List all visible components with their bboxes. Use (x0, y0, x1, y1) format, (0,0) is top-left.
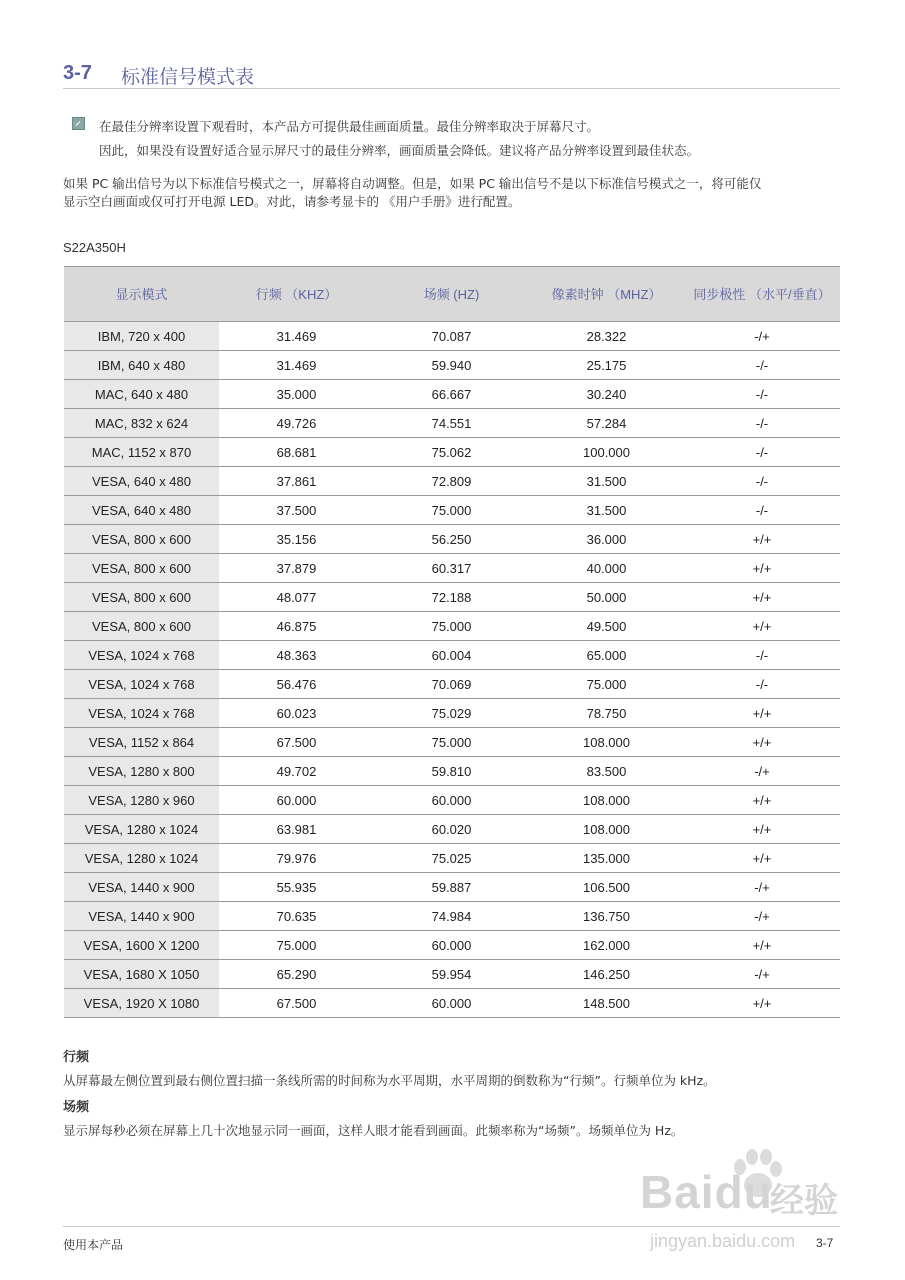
cell-sync-polarity: +/+ (684, 786, 840, 815)
signal-mode-table (64, 266, 840, 1018)
cell-display-mode: VESA, 1440 x 900 (64, 873, 219, 902)
table-row (64, 931, 840, 960)
cell-horizontal-frequency: 35.156 (219, 525, 374, 554)
cell-vertical-frequency: 75.025 (374, 844, 529, 873)
footer-chapter: 使用本产品 (63, 1238, 124, 1252)
intro-paragraph-line-1: 如果 PC 输出信号为以下标准信号模式之一，屏幕将自动调整。但是，如果 PC 输出信号不是以下标准信号模式之一，将可能仅 (63, 176, 762, 191)
cell-vertical-frequency: 56.250 (374, 525, 529, 554)
cell-display-mode: VESA, 800 x 600 (64, 583, 219, 612)
cell-display-mode: VESA, 1920 X 1080 (64, 989, 219, 1018)
cell-display-mode: MAC, 640 x 480 (64, 380, 219, 409)
table-row (64, 989, 840, 1018)
cell-vertical-frequency: 60.000 (374, 786, 529, 815)
table-row (64, 641, 840, 670)
cell-pixel-clock: 31.500 (529, 467, 684, 496)
cell-pixel-clock: 106.500 (529, 873, 684, 902)
definition-title-vertical: 场频 (63, 1100, 90, 1115)
table-row (64, 844, 840, 873)
cell-horizontal-frequency: 60.023 (219, 699, 374, 728)
cell-display-mode: VESA, 800 x 600 (64, 554, 219, 583)
cell-pixel-clock: 135.000 (529, 844, 684, 873)
cell-sync-polarity: +/+ (684, 728, 840, 757)
cell-sync-polarity: -/+ (684, 322, 840, 351)
watermark-brand-cn: 经验 (770, 1181, 838, 1221)
cell-horizontal-frequency: 79.976 (219, 844, 374, 873)
table-row (64, 786, 840, 815)
table-row (64, 815, 840, 844)
cell-display-mode: VESA, 800 x 600 (64, 612, 219, 641)
table-row (64, 873, 840, 902)
table-row (64, 380, 840, 409)
cell-sync-polarity: -/+ (684, 873, 840, 902)
cell-display-mode: MAC, 832 x 624 (64, 409, 219, 438)
cell-vertical-frequency: 70.087 (374, 322, 529, 351)
cell-vertical-frequency: 60.000 (374, 931, 529, 960)
table-row (64, 322, 840, 351)
section-number: 3-7 (63, 62, 92, 84)
intro-paragraph-line-2: 显示空白画面或仅可打开电源 LED。对此，请参考显卡的 《用户手册》进行配置。 (63, 194, 521, 209)
cell-pixel-clock: 28.322 (529, 322, 684, 351)
table-row (64, 728, 840, 757)
header-pixel-clock: 像素时钟 （MHZ） (529, 267, 684, 322)
model-name: S22A350H (63, 240, 126, 255)
cell-horizontal-frequency: 37.500 (219, 496, 374, 525)
header-vertical-frequency: 场频 (HZ) (374, 267, 529, 322)
definition-text-vertical: 显示屏每秒必须在屏幕上几十次地显示同一画面，这样人眼才能看到画面。此频率称为“场频”。场频单位为 Hz。 (63, 1123, 684, 1138)
cell-sync-polarity: +/+ (684, 931, 840, 960)
cell-sync-polarity: -/- (684, 380, 840, 409)
cell-sync-polarity: +/+ (684, 554, 840, 583)
cell-pixel-clock: 108.000 (529, 728, 684, 757)
cell-pixel-clock: 36.000 (529, 525, 684, 554)
table-row (64, 525, 840, 554)
cell-pixel-clock: 146.250 (529, 960, 684, 989)
header-horizontal-frequency: 行频 （KHZ） (219, 267, 374, 322)
table-row (64, 467, 840, 496)
cell-pixel-clock: 100.000 (529, 438, 684, 467)
cell-sync-polarity: +/+ (684, 815, 840, 844)
cell-horizontal-frequency: 37.861 (219, 467, 374, 496)
cell-display-mode: VESA, 1024 x 768 (64, 641, 219, 670)
cell-vertical-frequency: 75.062 (374, 438, 529, 467)
cell-pixel-clock: 136.750 (529, 902, 684, 931)
cell-vertical-frequency: 72.809 (374, 467, 529, 496)
cell-pixel-clock: 148.500 (529, 989, 684, 1018)
table-row (64, 960, 840, 989)
cell-display-mode: VESA, 1024 x 768 (64, 699, 219, 728)
section-header (63, 60, 840, 89)
note-icon (72, 117, 85, 130)
cell-sync-polarity: +/+ (684, 699, 840, 728)
cell-sync-polarity: +/+ (684, 583, 840, 612)
cell-pixel-clock: 75.000 (529, 670, 684, 699)
cell-horizontal-frequency: 37.879 (219, 554, 374, 583)
cell-sync-polarity: -/- (684, 438, 840, 467)
cell-vertical-frequency: 75.000 (374, 728, 529, 757)
table-row (64, 699, 840, 728)
cell-horizontal-frequency: 63.981 (219, 815, 374, 844)
cell-display-mode: VESA, 640 x 480 (64, 467, 219, 496)
cell-horizontal-frequency: 67.500 (219, 989, 374, 1018)
table-row (64, 612, 840, 641)
cell-display-mode: VESA, 1280 x 960 (64, 786, 219, 815)
cell-horizontal-frequency: 48.363 (219, 641, 374, 670)
cell-sync-polarity: +/+ (684, 989, 840, 1018)
cell-horizontal-frequency: 31.469 (219, 322, 374, 351)
cell-pixel-clock: 31.500 (529, 496, 684, 525)
cell-pixel-clock: 162.000 (529, 931, 684, 960)
cell-horizontal-frequency: 65.290 (219, 960, 374, 989)
header-display-mode: 显示模式 (64, 267, 219, 322)
cell-pixel-clock: 57.284 (529, 409, 684, 438)
cell-sync-polarity: -/+ (684, 902, 840, 931)
cell-display-mode: VESA, 640 x 480 (64, 496, 219, 525)
table-row (64, 757, 840, 786)
cell-pixel-clock: 108.000 (529, 815, 684, 844)
cell-sync-polarity: +/+ (684, 612, 840, 641)
table-row (64, 351, 840, 380)
cell-pixel-clock: 49.500 (529, 612, 684, 641)
cell-pixel-clock: 25.175 (529, 351, 684, 380)
table-row (64, 496, 840, 525)
baidu-watermark (640, 1145, 860, 1270)
cell-horizontal-frequency: 46.875 (219, 612, 374, 641)
cell-vertical-frequency: 75.000 (374, 612, 529, 641)
cell-horizontal-frequency: 48.077 (219, 583, 374, 612)
cell-display-mode: VESA, 1280 x 1024 (64, 815, 219, 844)
cell-vertical-frequency: 59.887 (374, 873, 529, 902)
table-row (64, 554, 840, 583)
table-row (64, 409, 840, 438)
definition-text-horizontal: 从屏幕最左侧位置到最右侧位置扫描一条线所需的时间称为水平周期，水平周期的倒数称为“行频”。行频单位为 kHz。 (63, 1073, 716, 1088)
cell-horizontal-frequency: 49.726 (219, 409, 374, 438)
cell-horizontal-frequency: 56.476 (219, 670, 374, 699)
cell-pixel-clock: 83.500 (529, 757, 684, 786)
footer-divider (63, 1226, 840, 1227)
cell-vertical-frequency: 66.667 (374, 380, 529, 409)
table-row (64, 438, 840, 467)
cell-sync-polarity: -/+ (684, 757, 840, 786)
cell-sync-polarity: +/+ (684, 525, 840, 554)
cell-display-mode: IBM, 720 x 400 (64, 322, 219, 351)
cell-vertical-frequency: 74.984 (374, 902, 529, 931)
cell-vertical-frequency: 75.000 (374, 496, 529, 525)
cell-horizontal-frequency: 35.000 (219, 380, 374, 409)
cell-horizontal-frequency: 49.702 (219, 757, 374, 786)
table-row (64, 670, 840, 699)
cell-sync-polarity: +/+ (684, 844, 840, 873)
cell-horizontal-frequency: 70.635 (219, 902, 374, 931)
cell-pixel-clock: 65.000 (529, 641, 684, 670)
cell-display-mode: VESA, 1600 X 1200 (64, 931, 219, 960)
cell-display-mode: VESA, 1280 x 800 (64, 757, 219, 786)
cell-vertical-frequency: 60.004 (374, 641, 529, 670)
section-title: 标准信号模式表 (121, 66, 255, 88)
watermark-brand: Baidu (640, 1166, 773, 1218)
table-row (64, 583, 840, 612)
cell-horizontal-frequency: 31.469 (219, 351, 374, 380)
cell-sync-polarity: -/- (684, 409, 840, 438)
cell-display-mode: VESA, 800 x 600 (64, 525, 219, 554)
cell-sync-polarity: -/- (684, 351, 840, 380)
cell-pixel-clock: 78.750 (529, 699, 684, 728)
cell-vertical-frequency: 70.069 (374, 670, 529, 699)
cell-vertical-frequency: 74.551 (374, 409, 529, 438)
note-line-1: 在最佳分辨率设置下观看时，本产品方可提供最佳画面质量。最佳分辨率取决于屏幕尺寸。 (99, 119, 600, 134)
cell-pixel-clock: 50.000 (529, 583, 684, 612)
cell-vertical-frequency: 60.000 (374, 989, 529, 1018)
cell-sync-polarity: -/- (684, 641, 840, 670)
table-row (64, 902, 840, 931)
definition-title-horizontal: 行频 (63, 1050, 90, 1065)
cell-display-mode: MAC, 1152 x 870 (64, 438, 219, 467)
cell-sync-polarity: -/+ (684, 960, 840, 989)
cell-pixel-clock: 40.000 (529, 554, 684, 583)
cell-display-mode: IBM, 640 x 480 (64, 351, 219, 380)
cell-sync-polarity: -/- (684, 670, 840, 699)
cell-display-mode: VESA, 1440 x 900 (64, 902, 219, 931)
cell-sync-polarity: -/- (684, 496, 840, 525)
cell-horizontal-frequency: 68.681 (219, 438, 374, 467)
cell-sync-polarity: -/- (684, 467, 840, 496)
cell-vertical-frequency: 75.029 (374, 699, 529, 728)
cell-horizontal-frequency: 55.935 (219, 873, 374, 902)
cell-pixel-clock: 108.000 (529, 786, 684, 815)
cell-display-mode: VESA, 1680 X 1050 (64, 960, 219, 989)
watermark-url: jingyan.baidu.com (650, 1231, 796, 1251)
cell-horizontal-frequency: 75.000 (219, 931, 374, 960)
footer-page-number: 3-7 (816, 1236, 834, 1250)
cell-display-mode: VESA, 1024 x 768 (64, 670, 219, 699)
cell-vertical-frequency: 59.940 (374, 351, 529, 380)
cell-horizontal-frequency: 60.000 (219, 786, 374, 815)
cell-vertical-frequency: 59.810 (374, 757, 529, 786)
cell-vertical-frequency: 72.188 (374, 583, 529, 612)
table-header-row (64, 267, 840, 322)
cell-horizontal-frequency: 67.500 (219, 728, 374, 757)
cell-display-mode: VESA, 1152 x 864 (64, 728, 219, 757)
cell-vertical-frequency: 60.317 (374, 554, 529, 583)
cell-display-mode: VESA, 1280 x 1024 (64, 844, 219, 873)
note-line-2: 因此，如果没有设置好适合显示屏尺寸的最佳分辨率，画面质量会降低。建议将产品分辨率设置到最佳状态。 (99, 143, 700, 158)
cell-pixel-clock: 30.240 (529, 380, 684, 409)
cell-vertical-frequency: 59.954 (374, 960, 529, 989)
cell-vertical-frequency: 60.020 (374, 815, 529, 844)
header-sync-polarity: 同步极性 （水平/垂直） (684, 267, 840, 322)
